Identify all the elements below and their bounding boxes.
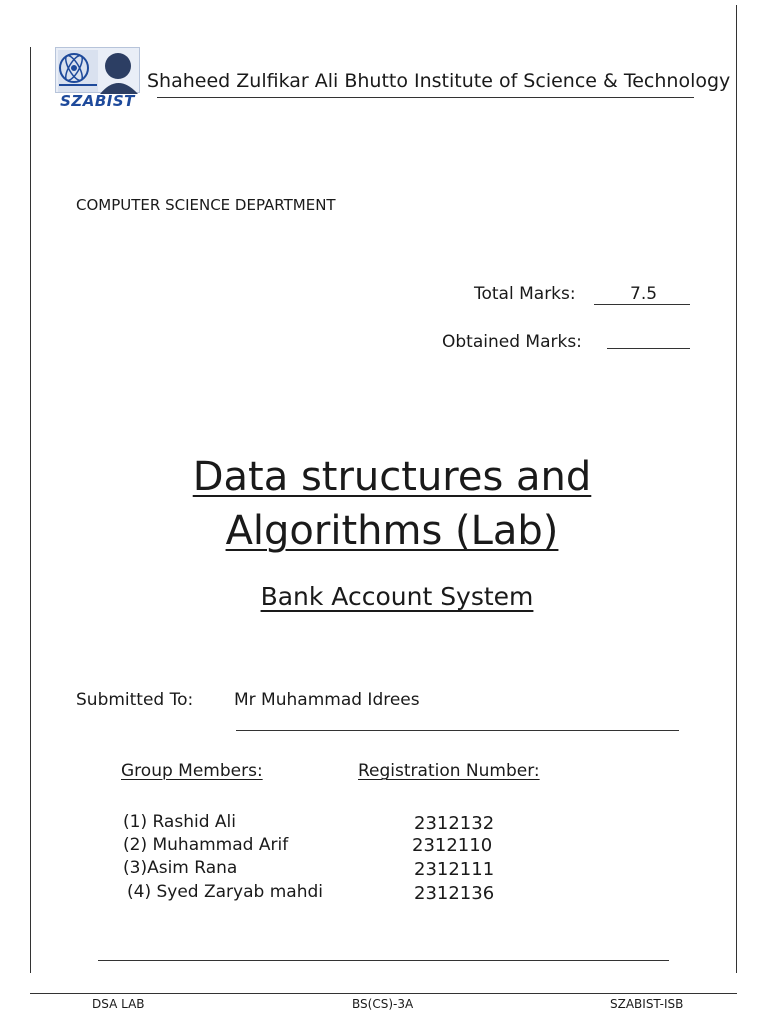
logo-wordmark: SZABIST (60, 92, 135, 110)
submitted-to-underline (236, 730, 679, 731)
member-name: (2) Muhammad Arif (123, 835, 289, 855)
teacher-name: Mr Muhammad Idrees (234, 690, 420, 710)
total-marks-underline (594, 304, 690, 305)
footer-left: DSA LAB (92, 997, 145, 1011)
logo-emblem-icon (56, 48, 141, 94)
member-name: (3)Asim Rana (123, 858, 238, 878)
member-registration: 2312111 (414, 859, 495, 880)
registration-number-header: Registration Number: (358, 761, 540, 781)
institute-underline (157, 97, 694, 98)
title-line-1 (0, 450, 768, 504)
title-line-2-text: Algorithms (Lab) (225, 508, 559, 554)
total-marks-label: Total Marks: (474, 284, 576, 304)
obtained-marks-label: Obtained Marks: (442, 332, 582, 352)
footer-right: SZABIST-ISB (610, 997, 684, 1011)
member-registration: 2312110 (412, 835, 493, 856)
title-line-2 (0, 504, 768, 558)
department-name: COMPUTER SCIENCE DEPARTMENT (76, 196, 336, 214)
title-line-1-text: Data structures and (192, 454, 592, 500)
project-subtitle (0, 582, 768, 611)
szabist-logo (55, 47, 140, 93)
obtained-marks-underline (607, 348, 690, 349)
project-subtitle-text: Bank Account System (260, 582, 534, 611)
footer-center: BS(CS)-3A (352, 997, 414, 1011)
footer-divider (30, 993, 737, 994)
total-marks-value: 7.5 (630, 284, 658, 304)
submitted-to-label: Submitted To: (76, 690, 194, 710)
member-name: (4) Syed Zaryab mahdi (127, 882, 323, 902)
member-registration: 2312136 (414, 883, 495, 904)
member-name: (1) Rashid Ali (123, 812, 236, 832)
institute-name: Shaheed Zulfikar Ali Bhutto Institute of Science & Technology (147, 70, 731, 92)
signature-line (98, 960, 669, 961)
group-members-header: Group Members: (121, 761, 263, 781)
member-registration: 2312132 (414, 813, 495, 834)
